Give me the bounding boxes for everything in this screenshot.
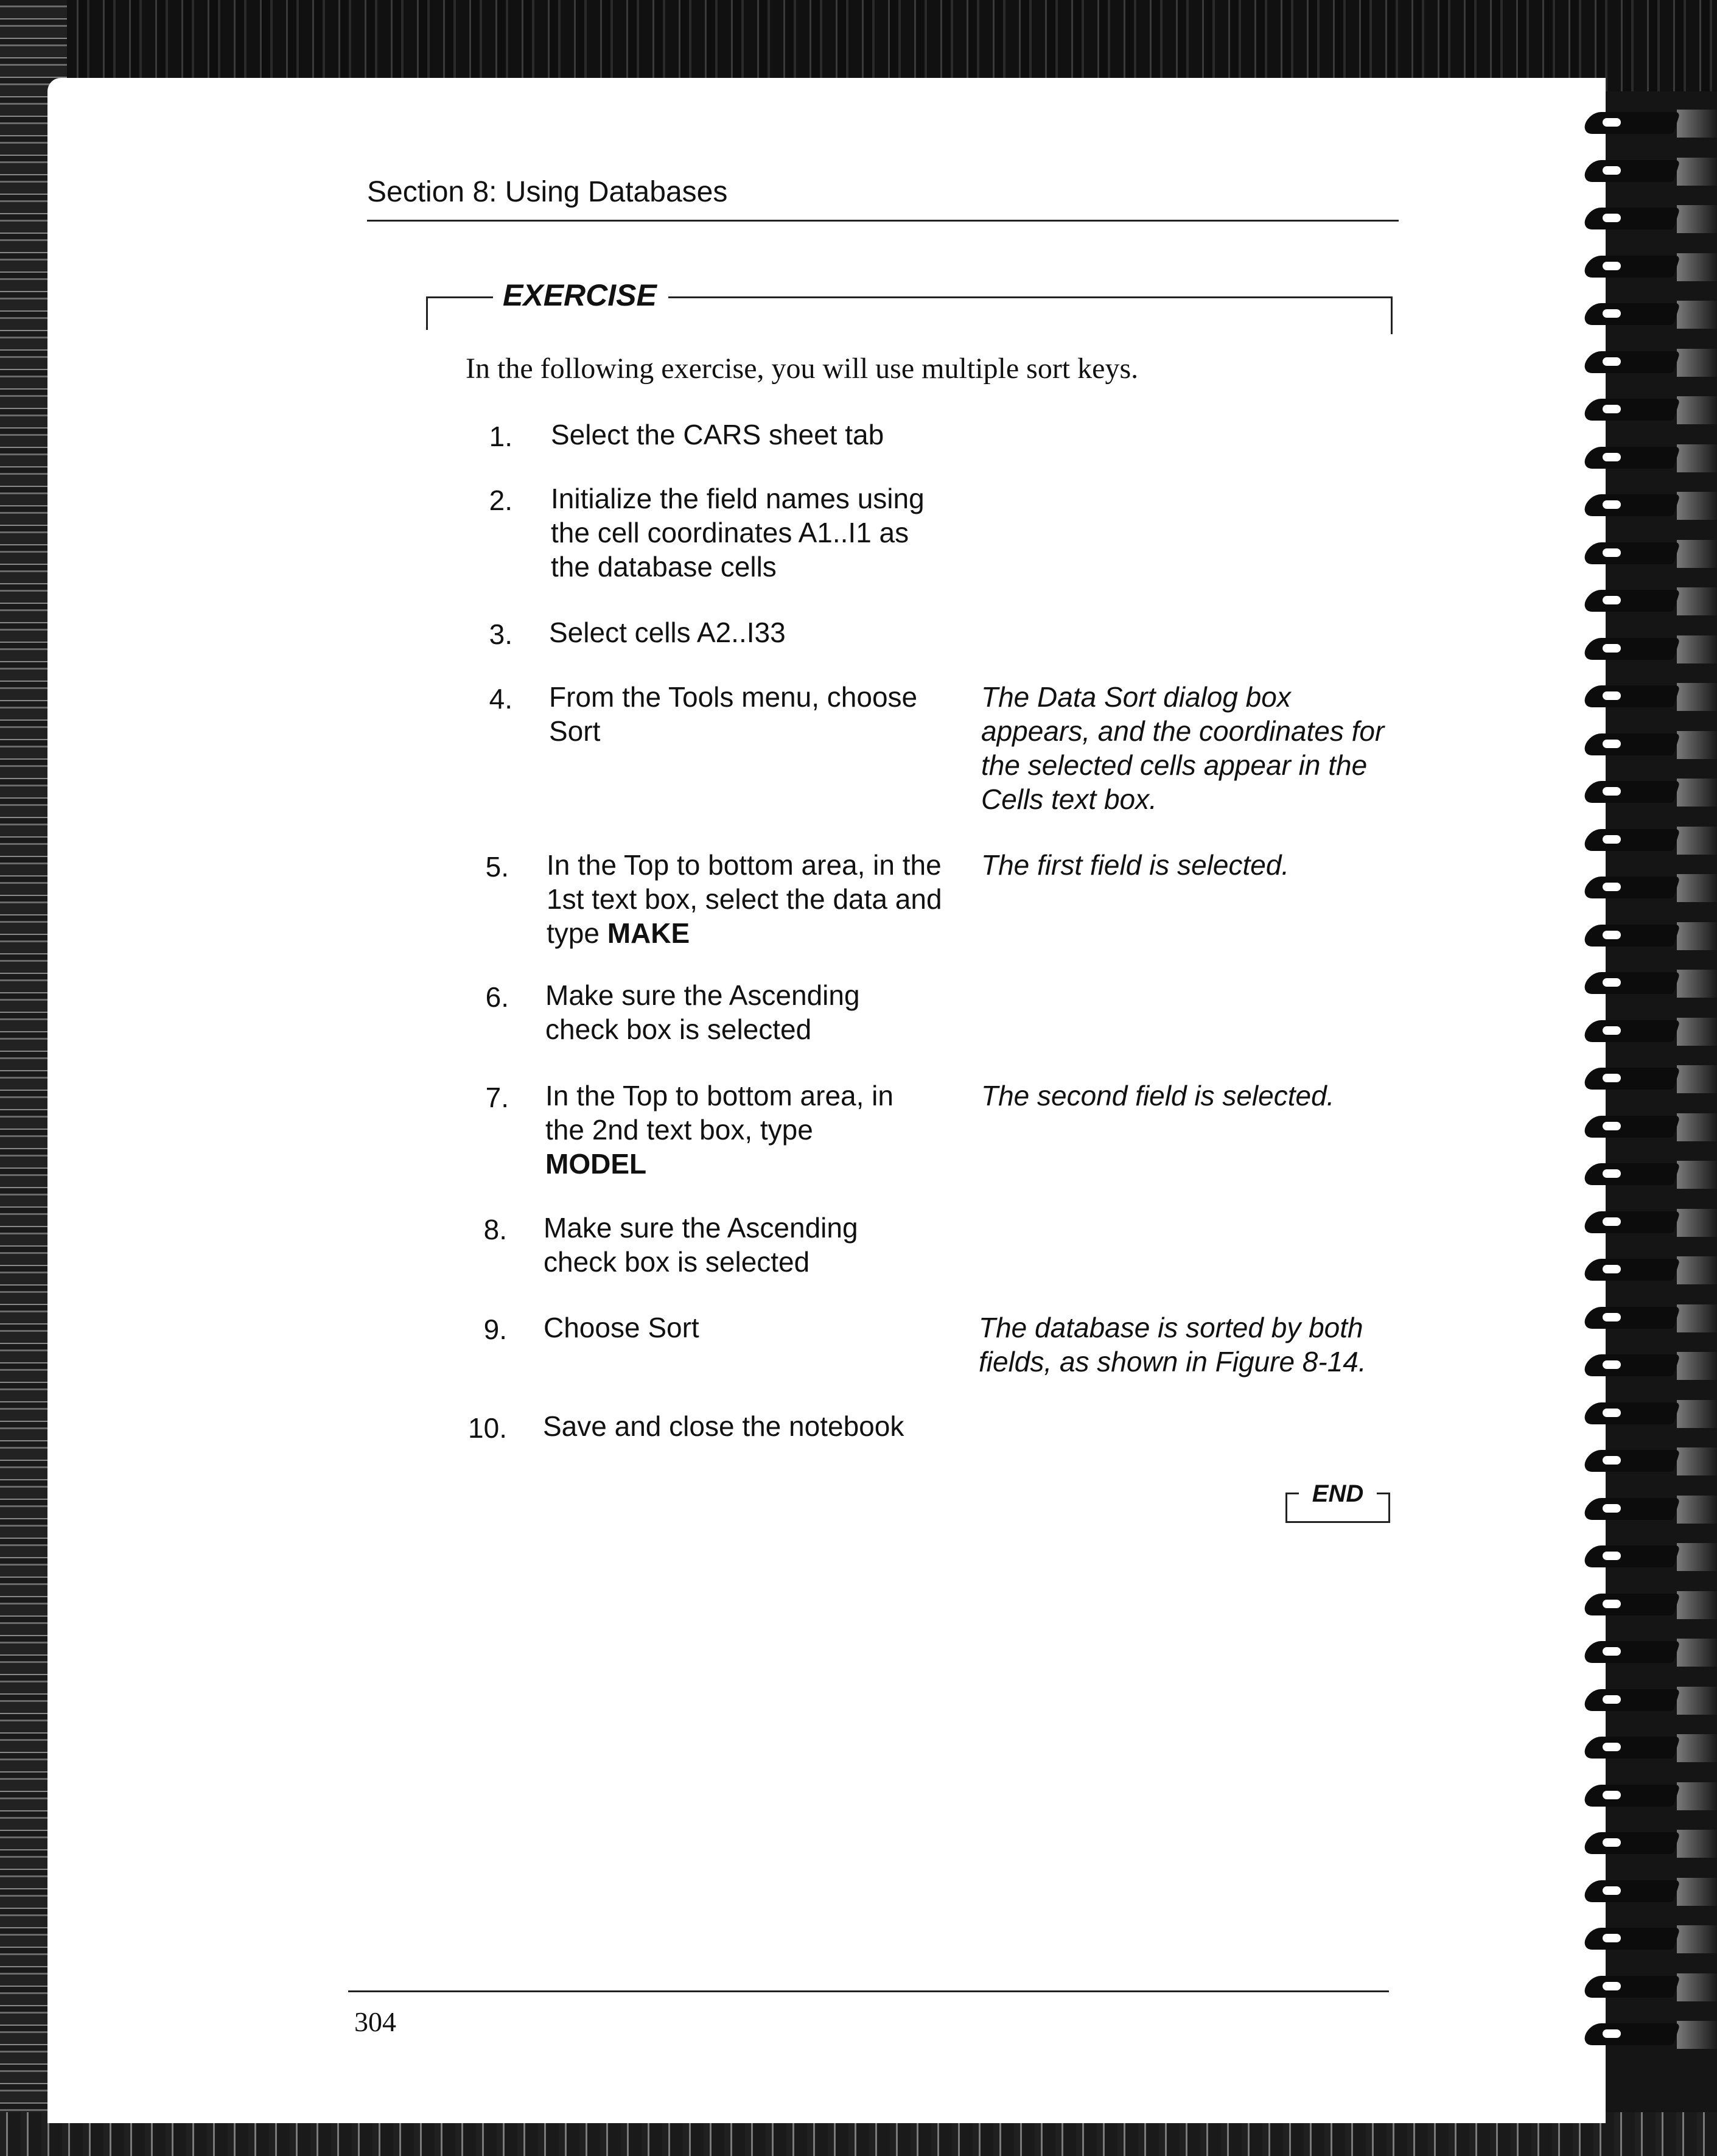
end-label: END: [1312, 1480, 1364, 1507]
binding-ring: [1586, 349, 1707, 377]
binding-ring: [1586, 731, 1707, 759]
step-number: 10.: [468, 1412, 507, 1444]
step-number: 6.: [485, 981, 509, 1013]
binding-ring: [1586, 1782, 1707, 1810]
step-text: From the Tools menu, choose Sort: [549, 681, 918, 747]
binding-ring: [1586, 1209, 1707, 1237]
spiral-binding: [1586, 110, 1717, 2076]
step-number: 5.: [485, 851, 509, 883]
binding-ring: [1586, 970, 1707, 998]
binding-ring: [1586, 1973, 1707, 2001]
binding-ring: [1586, 1352, 1707, 1380]
binding-ring: [1586, 1447, 1707, 1475]
exercise-intro: In the following exercise, you will use multiple sort keys.: [466, 352, 1139, 385]
binding-ring: [1586, 540, 1707, 568]
binding-ring: [1586, 1400, 1707, 1428]
step-text: Initialize the field names using the cell coordinates A1..I1 as the database cells: [551, 483, 925, 583]
end-marker: [1285, 1480, 1390, 1523]
binding-ring: [1586, 1161, 1707, 1189]
binding-ring: [1586, 827, 1707, 855]
binding-ring: [1586, 1543, 1707, 1571]
binding-ring: [1586, 110, 1707, 138]
step-note: The first field is selected.: [981, 849, 1290, 881]
binding-ring: [1586, 1639, 1707, 1667]
binding-ring: [1586, 874, 1707, 902]
binding-ring: [1586, 1113, 1707, 1141]
binding-ring: [1586, 396, 1707, 424]
binding-ring: [1586, 1830, 1707, 1858]
step-number: 4.: [489, 683, 512, 715]
step-text-part: In the Top to bottom area, in the 2nd text box, type: [545, 1080, 893, 1146]
step-note: The second field is selected.: [981, 1080, 1335, 1111]
binding-ring: [1586, 922, 1707, 950]
step-keyword: MAKE: [607, 917, 690, 949]
section-title: Section 8: Using Databases: [367, 176, 728, 208]
binding-ring: [1586, 1734, 1707, 1762]
step-text-part: In the Top to bottom area, in the 1st text box, select the data and type: [547, 849, 942, 949]
binding-ring: [1586, 683, 1707, 711]
binding-ring: [1586, 779, 1707, 807]
step-text: Make sure the Ascending check box is selected: [545, 979, 860, 1045]
binding-ring: [1586, 1304, 1707, 1332]
binding-ring: [1586, 1018, 1707, 1046]
binding-ring: [1586, 1878, 1707, 1906]
binding-ring: [1586, 444, 1707, 472]
binding-ring: [1586, 1591, 1707, 1619]
binding-ring: [1586, 492, 1707, 520]
binding-ring: [1586, 635, 1707, 663]
step-text: [545, 1079, 911, 1181]
binding-ring: [1586, 205, 1707, 233]
step-number: 2.: [489, 485, 512, 516]
step-number: 7.: [485, 1082, 509, 1113]
binding-ring: [1586, 1687, 1707, 1715]
page-number: 304: [354, 2006, 396, 2037]
binding-ring: [1586, 2021, 1707, 2049]
step-number: 9.: [483, 1314, 507, 1345]
step-text: Choose Sort: [544, 1312, 699, 1343]
binding-ring: [1586, 1065, 1707, 1093]
step-note: The Data Sort dialog box appears, and the coordinates for the selected cells appear in the Cells text box.: [981, 681, 1385, 815]
footer-rule: [348, 1990, 1389, 1992]
exercise-label: EXERCISE: [503, 278, 657, 312]
binding-ring: [1586, 253, 1707, 281]
exercise-frame-line: [426, 296, 493, 298]
step-number: 8.: [483, 1214, 507, 1245]
step-text: Make sure the Ascending check box is selected: [544, 1212, 858, 1278]
step-text: Save and close the notebook: [543, 1410, 904, 1442]
binding-ring: [1586, 158, 1707, 186]
binding-ring: [1586, 1925, 1707, 1953]
step-note: The database is sorted by both fields, as shown in Figure 8-14.: [979, 1312, 1366, 1377]
step-number: 1.: [489, 421, 512, 452]
step-number: 3.: [489, 618, 512, 650]
step-text: Select the CARS sheet tab: [551, 419, 884, 450]
exercise-frame-line: [668, 296, 1393, 298]
binding-ring: [1586, 1496, 1707, 1524]
step-text: [547, 848, 948, 950]
binding-ring: [1586, 1256, 1707, 1284]
header-rule: [367, 220, 1399, 222]
exercise-frame-tick-left: [426, 296, 428, 330]
step-keyword: MODEL: [545, 1148, 647, 1180]
binding-ring: [1586, 587, 1707, 615]
exercise-frame-tick-right: [1391, 296, 1393, 334]
binding-ring: [1586, 301, 1707, 329]
step-text: Select cells A2..I33: [549, 617, 786, 648]
